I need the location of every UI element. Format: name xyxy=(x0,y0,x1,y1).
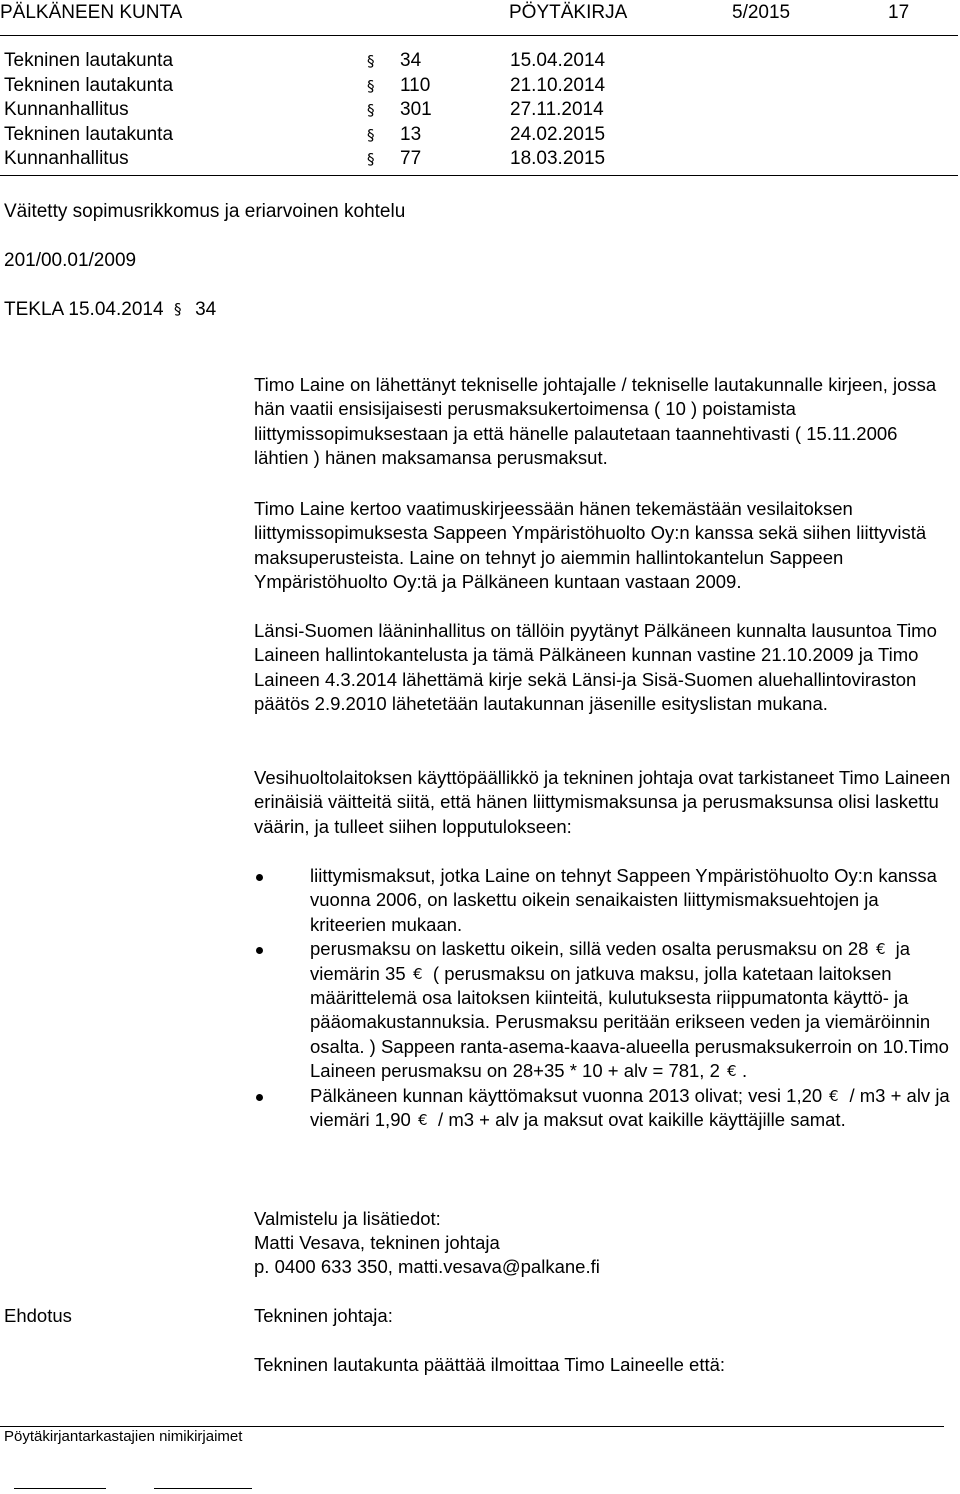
paragraph xyxy=(254,766,954,839)
paragraph-text: Timo Laine on lähettänyt tekniselle johtajalle / tekniselle lautakunnalle kirjeen, jossa hän vaatii ensisijaisesti perusmaksukertoimensa ( 10 ) poistamista liittymissopimuksestaan ja että hänelle palautetaan taannehtivasti ( 15.11.2006 lähtien ) hänen maksamansa perusmaksut. xyxy=(254,374,937,469)
svg-text:§: § xyxy=(367,150,375,167)
contact-heading: Valmistelu ja lisätiedot: xyxy=(254,1208,441,1229)
meeting-body: Tekninen lautakunta xyxy=(4,74,174,96)
meeting-section: 110 xyxy=(400,74,431,96)
section-sign-icon xyxy=(364,150,381,167)
paragraph-text: Länsi-Suomen lääninhallitus on tällöin pyytänyt Pälkäneen kunnalta lausuntoa Timo Laineen hallintokantelusta ja tämä Pälkäneen kunnan vastine 21.10.2009 ja Timo Laineen 4.3.2014 lähettämä kirje sekä Länsi-ja Sisä-Suomen aluehallintoviraston päätös 2.9.2010 lähetetään lautakunnan jäsenille esityslistan mukana. xyxy=(254,620,937,715)
list-item-text: ja viemärin 35 xyxy=(310,938,911,984)
paragraph xyxy=(254,619,954,717)
decision-text: Tekninen lautakunta päättää ilmoittaa Timo Laineelle että: xyxy=(254,1354,726,1375)
header-doc-type: PÖYTÄKIRJA xyxy=(509,2,628,23)
section-sign-icon xyxy=(364,101,381,118)
svg-text:§: § xyxy=(367,101,375,118)
proposal-label: Ehdotus xyxy=(4,1305,72,1326)
contact-phone-email: p. 0400 633 350, matti.vesava@palkane.fi xyxy=(254,1256,600,1277)
reference-section: 34 xyxy=(195,299,217,320)
list-item-text: liittymismaksut, jotka Laine on tehnyt Sappeen Ympäristöhuolto Oy:n kanssa vuonna 2006, on laskettu oikein senaikaisten liittymismaksuehtojen ja kriteerien mukaan. xyxy=(310,865,937,935)
svg-text:€: € xyxy=(875,940,886,958)
euro-icon xyxy=(827,1087,844,1104)
proposer: Tekninen johtaja: xyxy=(254,1305,393,1326)
header-divider xyxy=(0,35,958,36)
meeting-section: 34 xyxy=(400,50,422,71)
paragraph xyxy=(254,373,954,471)
diary-number: 201/00.01/2009 xyxy=(4,250,137,271)
list-item xyxy=(254,864,954,937)
list-item xyxy=(254,937,954,1083)
euro-icon xyxy=(725,1062,742,1079)
meeting-body: Kunnanhallitus xyxy=(4,148,129,169)
meeting-section: 77 xyxy=(400,148,422,169)
meeting-body: Tekninen lautakunta xyxy=(4,50,174,71)
meeting-section: 13 xyxy=(400,123,422,145)
bullet-icon xyxy=(256,947,263,954)
meeting-section: 301 xyxy=(400,99,432,120)
meeting-date: 24.02.2015 xyxy=(510,123,606,145)
svg-text:€: € xyxy=(412,964,423,982)
svg-text:§: § xyxy=(367,76,375,94)
bullet-icon xyxy=(256,1094,263,1101)
reference xyxy=(4,299,216,321)
meeting-date: 18.03.2015 xyxy=(510,148,606,169)
meeting-date: 15.04.2014 xyxy=(510,50,606,71)
signature-line xyxy=(154,1488,252,1489)
list-item-text: ( perusmaksu on jatkuva maksu, jolla katetaan laitoksen määrittelemä osa laitoksen kiinteitä, kulutuksesta riippumatonta käyttö- ja pääomakustannuksia. Perusmaksu peritään erikseen veden ja viemäröinnin osalta. ) Sappeen ranta-asema-kaava-alueella perusmaksukerroin on 10.Timo Laineen perusmaksu on 28+35 * 10 + alv = 781, 2 xyxy=(310,962,949,1082)
section-sign-icon xyxy=(364,52,381,69)
meeting-body: Tekninen lautakunta xyxy=(4,123,174,145)
list-item-text: Pälkäneen kunnan käyttömaksut vuonna 2013 olivat; vesi 1,20 xyxy=(310,1084,823,1106)
meeting-date: 27.11.2014 xyxy=(510,99,604,120)
list-item-text: . xyxy=(742,1060,748,1082)
meeting-body: Kunnanhallitus xyxy=(4,99,129,120)
meeting-date: 21.10.2014 xyxy=(510,74,606,96)
section-sign-icon xyxy=(364,126,381,143)
document-title: Väitetty sopimusrikkomus ja eriarvoinen kohtelu xyxy=(4,201,406,222)
footer-divider xyxy=(0,1426,944,1427)
bullet-icon xyxy=(256,874,263,881)
svg-text:€: € xyxy=(829,1086,839,1104)
header-page-number: 17 xyxy=(888,2,910,23)
header-issue: 5/2015 xyxy=(732,2,791,23)
contact-name: Matti Vesava, tekninen johtaja xyxy=(254,1232,500,1253)
euro-icon xyxy=(411,965,428,982)
paragraph-text: Timo Laine kertoo vaatimuskirjeessään hänen tekemästään vesilaitoksen liittymissopimuksesta Sappeen Ympäristöhuolto Oy:n kanssa sekä siihen liittyvistä maksuperusteista. Laine on tehnyt jo aiemmin hallintokantelun Sappeen Ympäristöhuolto Oy:tä ja Pälkäneen kuntaan vastaan 2009. xyxy=(254,498,927,593)
bullet-list xyxy=(254,864,954,1132)
paragraph-text: Vesihuoltolaitoksen käyttöpäällikkö ja tekninen johtaja ovat tarkistaneet Timo Laineen erinäisiä väitteitä siitä, että hänen liittymismaksunsa ja perusmaksunsa olisi laskettu väärin, ja tulleet siihen lopputulokseen: xyxy=(254,767,951,837)
signature-line xyxy=(14,1488,106,1489)
signatures-label: Pöytäkirjantarkastajien nimikirjaimet xyxy=(4,1428,243,1445)
reference-prefix: TEKLA 15.04.2014 xyxy=(4,299,164,320)
section-sign-icon xyxy=(171,300,188,317)
svg-text:§: § xyxy=(367,125,375,143)
list-item-text: / m3 + alv ja maksut ovat kaikille käyttäjille samat. xyxy=(432,1109,846,1131)
paragraph xyxy=(254,497,954,595)
section-sign-icon xyxy=(364,77,381,94)
svg-text:€: € xyxy=(417,1111,428,1129)
euro-icon xyxy=(874,940,891,957)
svg-text:€: € xyxy=(727,1062,737,1080)
header-municipality: PÄLKÄNEEN KUNTA xyxy=(0,2,183,23)
svg-text:§: § xyxy=(367,52,375,69)
list-item xyxy=(254,1084,954,1133)
euro-icon xyxy=(416,1111,433,1128)
meeting-divider xyxy=(0,175,958,176)
svg-text:§: § xyxy=(173,300,182,317)
list-item-text: perusmaksu on laskettu oikein, sillä veden osalta perusmaksu on 28 xyxy=(310,938,869,960)
list-item-text: / m3 + alv ja viemäri 1,90 xyxy=(310,1084,950,1131)
